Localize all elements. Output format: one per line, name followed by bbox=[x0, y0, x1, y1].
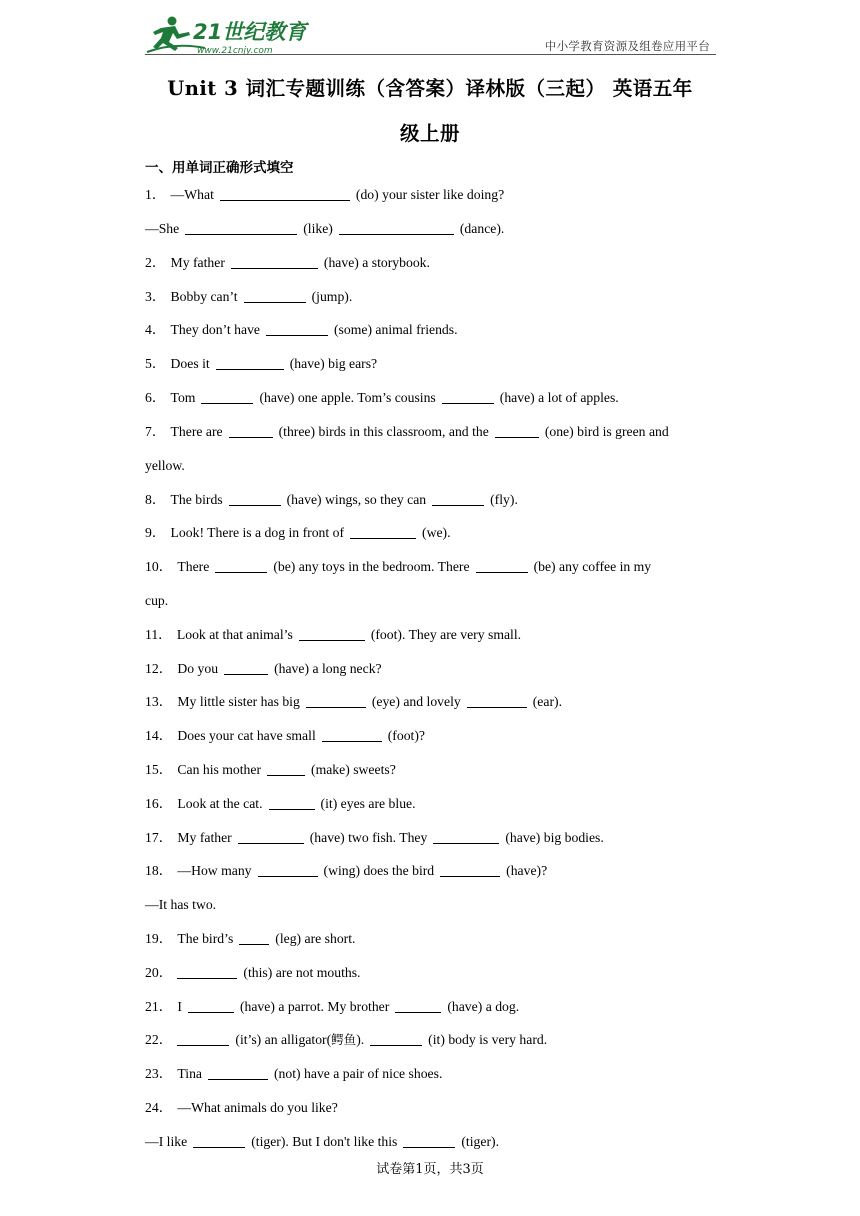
question-17: 17． My father (have) two fish. They (have) big bodies. bbox=[145, 830, 604, 845]
answer-blank[interactable] bbox=[267, 761, 305, 776]
question-24: 24． —What animals do you like? bbox=[145, 1100, 338, 1115]
section-heading: 一、用单词正确形式填空 bbox=[145, 160, 294, 176]
answer-blank[interactable] bbox=[193, 1133, 245, 1148]
page-footer: 试卷第1页，共3页 bbox=[376, 1162, 484, 1177]
answer-blank[interactable] bbox=[266, 321, 328, 336]
title-line-1: Unit 3 词汇专题训练（含答案）译林版（三起） 英语五年 bbox=[167, 77, 693, 100]
brand-logo bbox=[145, 12, 315, 56]
answer-blank[interactable] bbox=[185, 220, 297, 235]
answer-blank[interactable] bbox=[433, 829, 499, 844]
question-21: 21． I (have) a parrot. My brother (have) a dog. bbox=[145, 999, 520, 1014]
answer-blank[interactable] bbox=[476, 558, 528, 573]
logo-text: 21世纪教育 bbox=[193, 20, 307, 44]
question-14: 14． Does your cat have small (foot)? bbox=[145, 728, 425, 743]
answer-blank[interactable] bbox=[322, 727, 382, 742]
answer-blank[interactable] bbox=[258, 862, 318, 877]
answer-blank[interactable] bbox=[403, 1133, 455, 1148]
answer-blank[interactable] bbox=[442, 389, 494, 404]
question-4: 4． They don’t have (some) animal friends. bbox=[145, 322, 458, 337]
answer-blank[interactable] bbox=[440, 862, 500, 877]
question-9: 9． Look! There is a dog in front of (we). bbox=[145, 525, 451, 540]
question-20: 20． (this) are not mouths. bbox=[145, 965, 361, 980]
question-1-answer: —She (like) (dance). bbox=[145, 221, 505, 236]
answer-blank[interactable] bbox=[432, 491, 484, 506]
question-2: 2． My father (have) a storybook. bbox=[145, 255, 430, 270]
question-24-answer: —I like (tiger). But I don't like this (tiger). bbox=[145, 1134, 499, 1149]
answer-blank[interactable] bbox=[238, 829, 304, 844]
question-12: 12． Do you (have) a long neck? bbox=[145, 661, 382, 676]
question-6: 6． Tom (have) one apple. Tom’s cousins (have) a lot of apples. bbox=[145, 390, 619, 405]
answer-blank[interactable] bbox=[495, 423, 539, 438]
question-22: 22． (it’s) an alligator(鳄鱼). (it) body is very hard. bbox=[145, 1032, 548, 1047]
answer-blank[interactable] bbox=[216, 355, 284, 370]
question-10-continued: cup. bbox=[145, 593, 169, 608]
question-23: 23． Tina (not) have a pair of nice shoes. bbox=[145, 1066, 443, 1081]
question-11: 11． Look at that animal’s (foot). They are very small. bbox=[145, 627, 522, 642]
answer-blank[interactable] bbox=[229, 423, 273, 438]
answer-blank[interactable] bbox=[299, 626, 365, 641]
answer-blank[interactable] bbox=[231, 254, 318, 269]
question-18: 18． —How many (wing) does the bird (have)? bbox=[145, 863, 548, 878]
answer-blank[interactable] bbox=[177, 964, 237, 979]
question-3: 3． Bobby can’t (jump). bbox=[145, 289, 353, 304]
question-10: 10． There (be) any toys in the bedroom. There (be) any coffee in my bbox=[145, 559, 652, 574]
answer-blank[interactable] bbox=[188, 998, 234, 1013]
answer-blank[interactable] bbox=[229, 491, 281, 506]
question-7-continued: yellow. bbox=[145, 458, 185, 473]
document-title bbox=[140, 66, 720, 156]
answer-blank[interactable] bbox=[244, 288, 306, 303]
answer-blank[interactable] bbox=[370, 1031, 422, 1046]
answer-blank[interactable] bbox=[208, 1065, 268, 1080]
question-1: 1． —What (do) your sister like doing? bbox=[145, 187, 505, 202]
answer-blank[interactable] bbox=[224, 660, 268, 675]
question-15: 15． Can his mother (make) sweets? bbox=[145, 762, 396, 777]
answer-blank[interactable] bbox=[269, 795, 315, 810]
answer-blank[interactable] bbox=[239, 930, 269, 945]
question-18-answer: —It has two. bbox=[145, 897, 217, 912]
answer-blank[interactable] bbox=[220, 186, 350, 201]
header-divider bbox=[145, 54, 716, 55]
logo-url: www.21cnjy.com bbox=[197, 46, 273, 56]
question-13: 13． My little sister has big (eye) and lovely (ear). bbox=[145, 694, 562, 709]
answer-blank[interactable] bbox=[306, 693, 366, 708]
answer-blank[interactable] bbox=[215, 558, 267, 573]
title-line-2: 级上册 bbox=[399, 122, 460, 145]
answer-blank[interactable] bbox=[350, 524, 416, 539]
answer-blank[interactable] bbox=[339, 220, 454, 235]
answer-blank[interactable] bbox=[395, 998, 441, 1013]
platform-name: 中小学教育资源及组卷应用平台 bbox=[544, 39, 710, 53]
question-19: 19． The bird’s (leg) are short. bbox=[145, 931, 356, 946]
question-16: 16． Look at the cat. (it) eyes are blue. bbox=[145, 796, 416, 811]
question-8: 8． The birds (have) wings, so they can (fly). bbox=[145, 492, 518, 507]
question-7: 7． There are (three) birds in this classroom, and the (one) bird is green and bbox=[145, 424, 669, 439]
answer-blank[interactable] bbox=[177, 1031, 229, 1046]
answer-blank[interactable] bbox=[201, 389, 253, 404]
question-5: 5． Does it (have) big ears? bbox=[145, 356, 378, 371]
answer-blank[interactable] bbox=[467, 693, 527, 708]
page-header bbox=[145, 8, 716, 56]
